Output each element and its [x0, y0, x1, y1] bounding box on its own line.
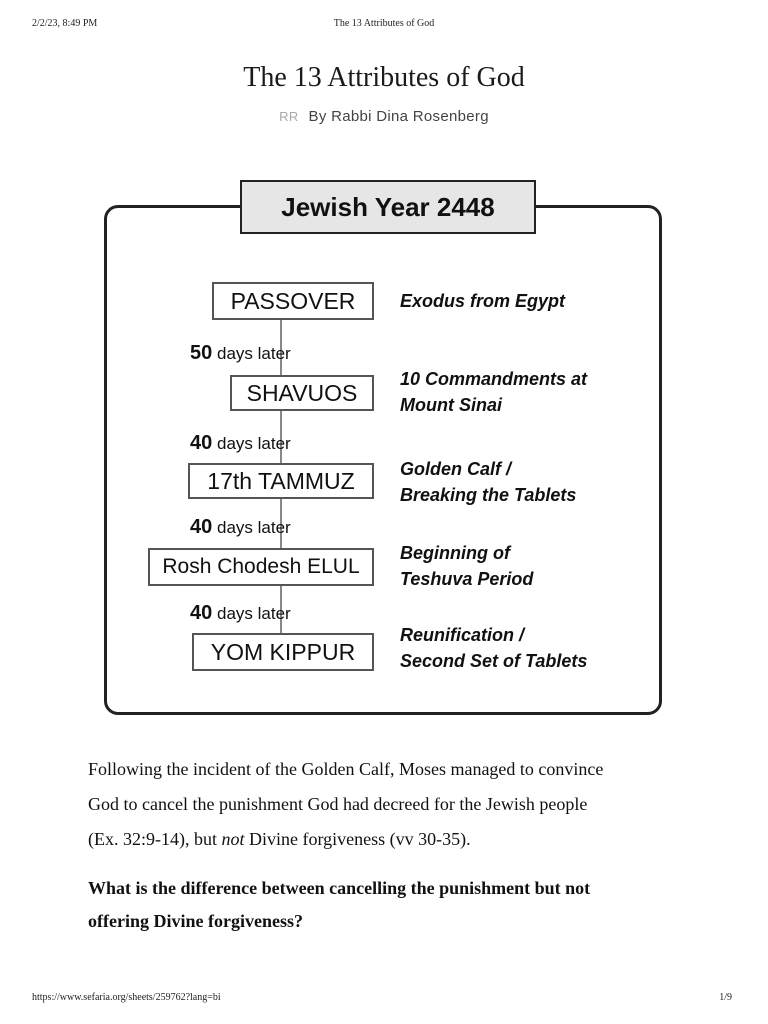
event-box-shavuos: SHAVUOS: [230, 375, 374, 411]
event-desc-yom-kippur: Reunification / Second Set of Tablets: [400, 625, 588, 671]
print-datetime: 2/2/23, 8:49 PM: [32, 18, 98, 29]
discussion-question: What is the difference between cancelling the punishment but not offering Divine forgiveness?: [88, 878, 591, 931]
gap-label-2: 40 days later: [190, 432, 291, 454]
author-link[interactable]: By Rabbi Dina Rosenberg: [308, 108, 489, 125]
print-url[interactable]: https://www.sefaria.org/sheets/259762?lang=bi: [32, 992, 221, 1003]
event-desc-rosh-chodesh-elul: Beginning of Teshuva Period: [400, 543, 534, 589]
event-box-passover: PASSOVER: [212, 282, 374, 320]
gap-label-1: 50 days later: [190, 342, 291, 364]
gap-label-4: 40 days later: [190, 602, 291, 624]
byline: [0, 108, 768, 125]
event-box-17th-tammuz: 17th TAMMUZ: [188, 463, 374, 499]
gap-label-3: 40 days later: [190, 516, 291, 538]
author-initials-avatar: RR: [279, 109, 299, 124]
print-doc-title: The 13 Attributes of God: [333, 18, 435, 29]
body-paragraph: Following the incident of the Golden Calf, Moses managed to convince God to cancel the punishment God had decreed for the Jewish people (Ex. 32:9-14), but not Divine forgiveness (vv 30-35).: [88, 759, 604, 849]
event-desc-passover: Exodus from Egypt: [400, 291, 566, 311]
page-title: The 13 Attributes of God: [243, 62, 525, 93]
event-desc-17th-tammuz: Golden Calf / Breaking the Tablets: [400, 459, 577, 505]
diagram-year-heading: Jewish Year 2448: [240, 180, 536, 234]
event-box-yom-kippur: YOM KIPPUR: [192, 633, 374, 671]
print-page-number: 1/9: [719, 992, 732, 1003]
event-box-rosh-chodesh-elul: Rosh Chodesh ELUL: [148, 548, 374, 586]
event-desc-shavuos: 10 Commandments at Mount Sinai: [400, 369, 588, 415]
emphasis-not: not: [221, 829, 245, 849]
